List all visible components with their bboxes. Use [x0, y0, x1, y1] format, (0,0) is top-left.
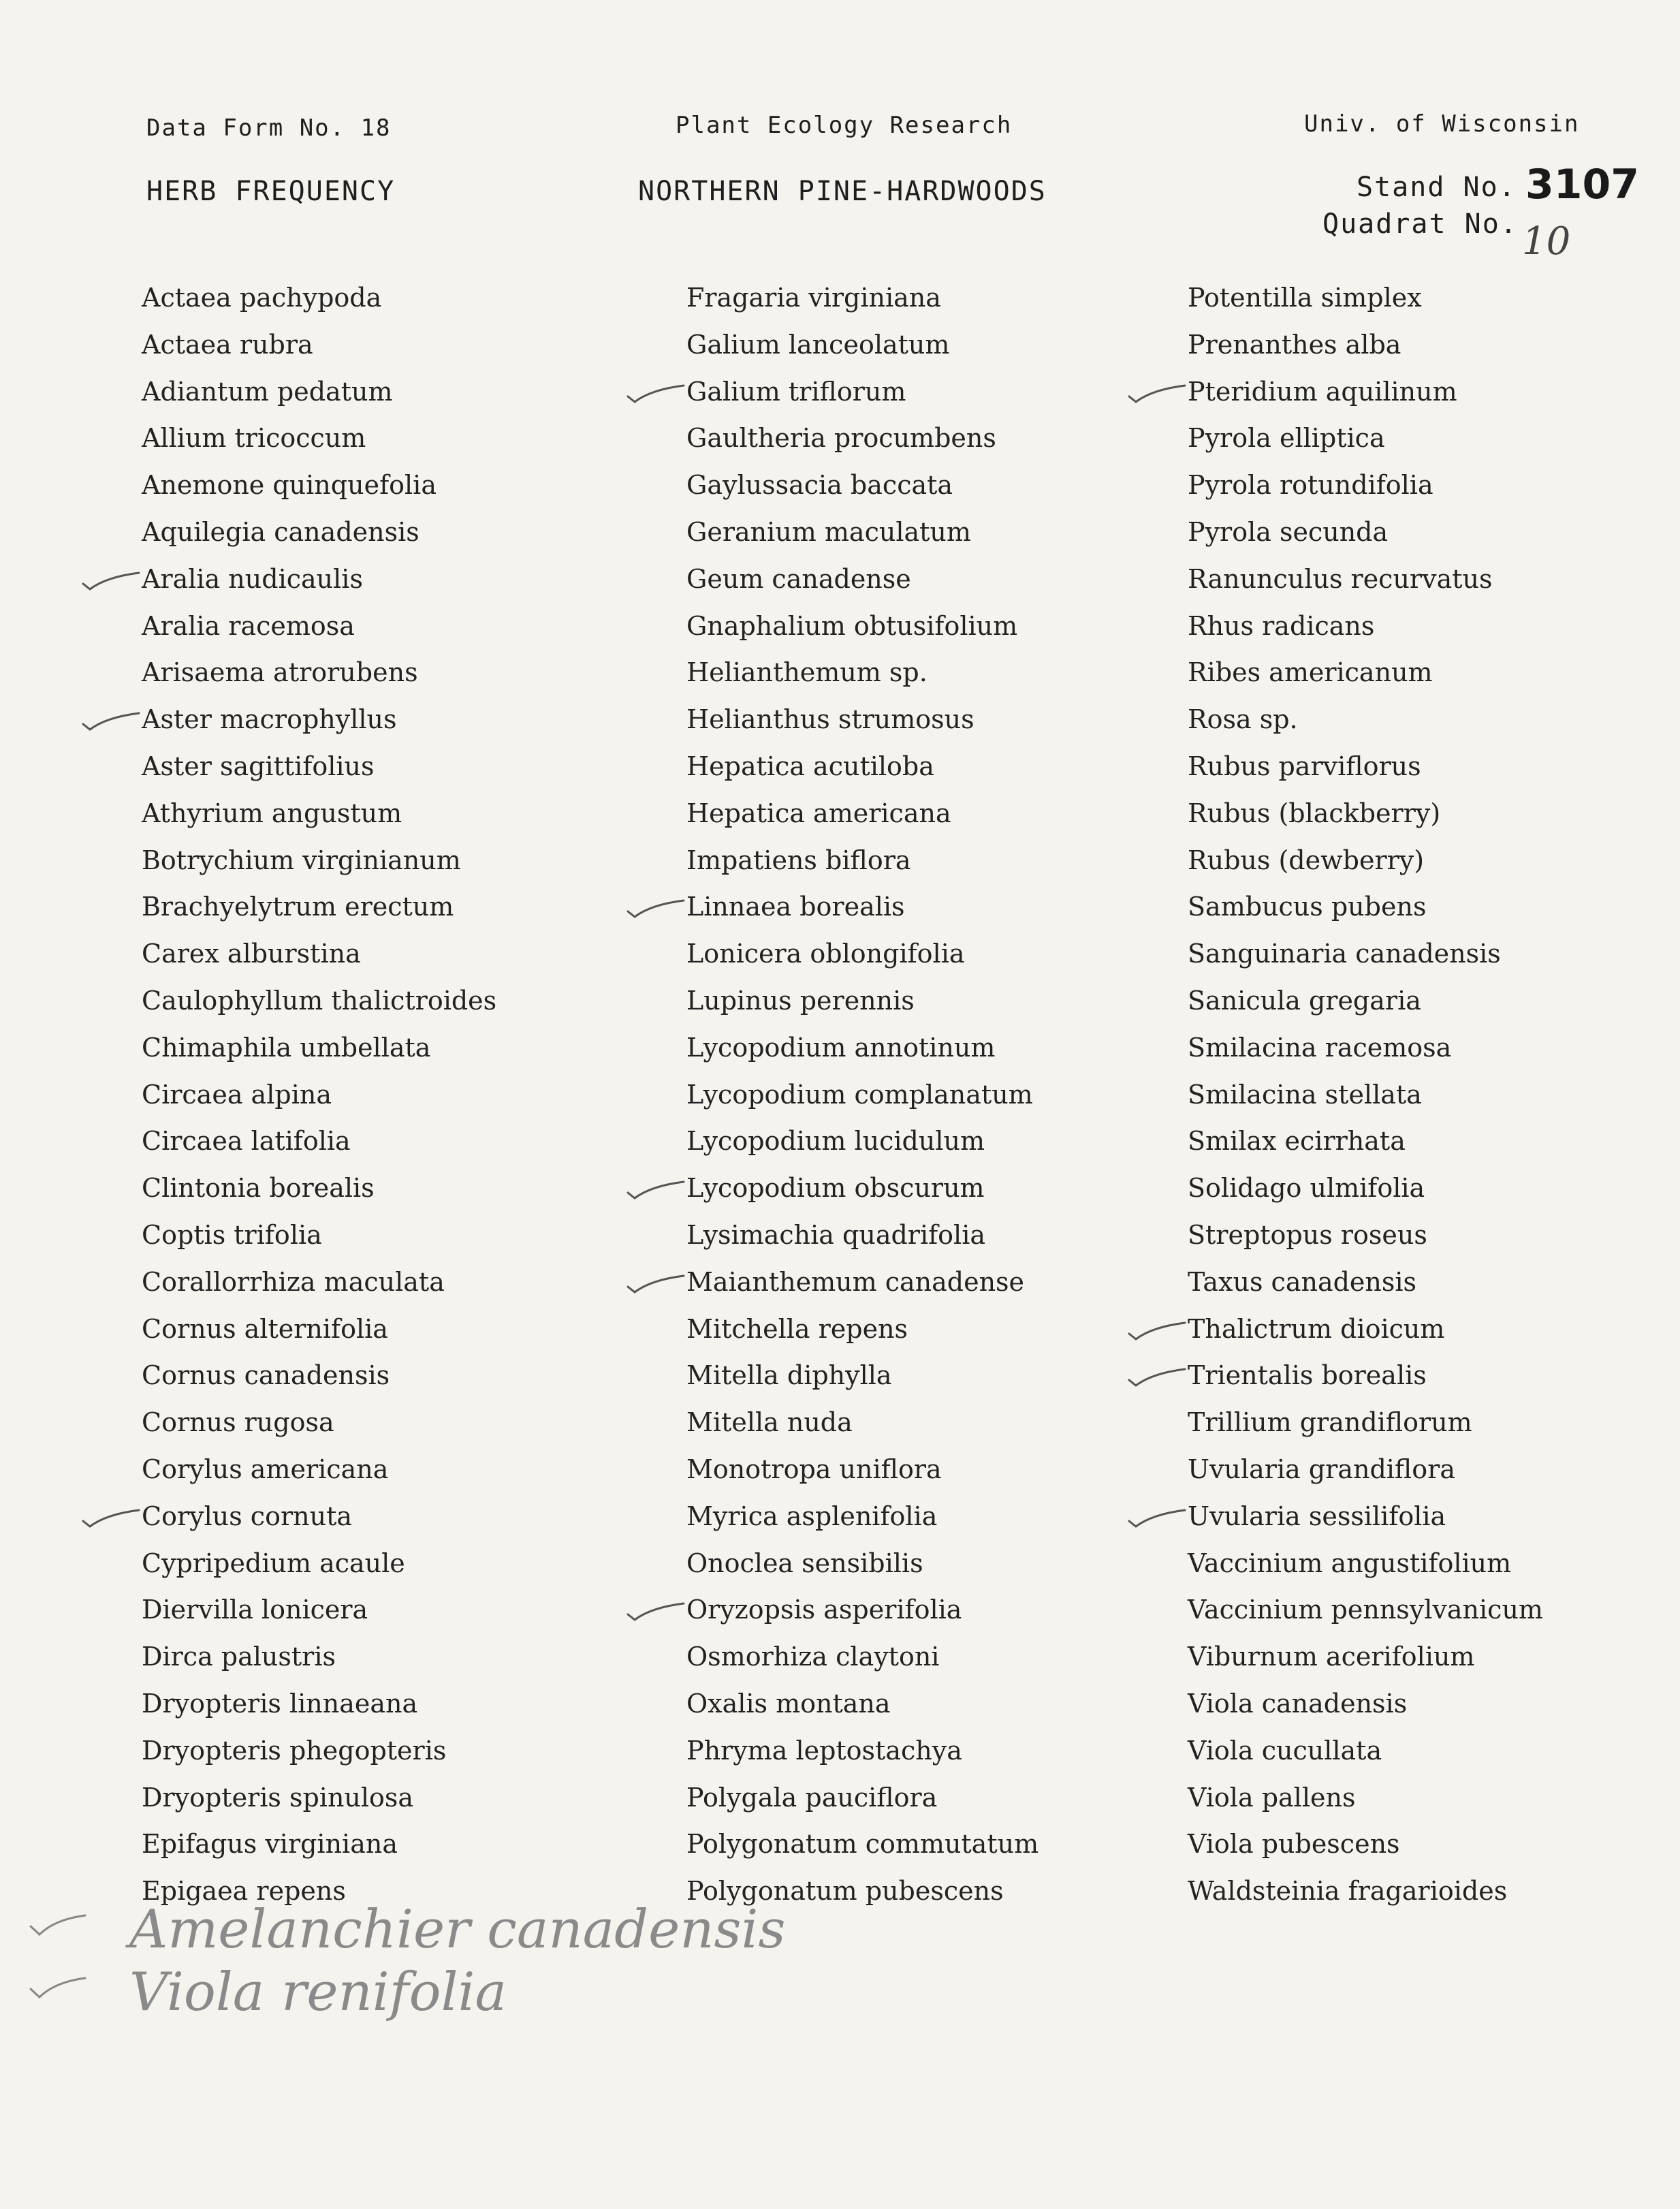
species-name: Dryopteris phegopteris: [142, 1735, 447, 1766]
species-row: [1188, 1078, 1543, 1125]
species-name: Linnaea borealis: [686, 892, 905, 922]
species-row: [1188, 1265, 1543, 1312]
species-row: [142, 984, 496, 1031]
stand-number-value: 3107: [1525, 161, 1639, 208]
species-row: [686, 1405, 1039, 1452]
species-name: Thalictrum dioicum: [1188, 1313, 1445, 1344]
species-row: [686, 749, 1039, 796]
species-name: Pyrola elliptica: [1188, 423, 1385, 454]
species-row: [142, 515, 496, 562]
species-row: [1188, 421, 1543, 468]
species-name: Taxus canadensis: [1188, 1266, 1417, 1297]
checkmark-icon: [79, 1505, 140, 1532]
species-row: [686, 421, 1039, 468]
species-name: Aster macrophyllus: [142, 704, 397, 735]
species-name: Allium tricoccum: [142, 423, 366, 454]
species-row: [142, 1687, 496, 1734]
species-row: [1188, 1031, 1543, 1078]
species-row: [1188, 328, 1543, 375]
form-number: Data Form No. 18: [146, 114, 392, 142]
species-name: Epigaea repens: [142, 1876, 346, 1907]
species-name: Mitella nuda: [686, 1407, 853, 1438]
species-name: Corylus cornuta: [142, 1501, 352, 1531]
species-name: Athyrium angustum: [142, 798, 402, 828]
species-row: [142, 702, 496, 749]
species-name: Monotropa uniflora: [686, 1454, 942, 1484]
species-name: Viola cucullata: [1188, 1735, 1382, 1766]
species-row: [142, 1078, 496, 1125]
species-name: Rubus parviflorus: [1188, 751, 1421, 781]
species-name: Lycopodium lucidulum: [686, 1126, 985, 1157]
species-name: Aralia racemosa: [142, 610, 355, 641]
species-row: [1188, 1593, 1543, 1640]
species-name: Smilax ecirrhata: [1188, 1126, 1406, 1157]
species-name: Aquilegia canadensis: [142, 516, 419, 547]
institution-name: Univ. of Wisconsin: [1304, 110, 1580, 138]
species-row: [686, 890, 1039, 937]
species-row: [686, 1452, 1039, 1499]
species-row: [1188, 1124, 1543, 1171]
species-name: Trientalis borealis: [1188, 1360, 1427, 1391]
species-row: [686, 609, 1039, 656]
species-row: [686, 1593, 1039, 1640]
species-name: Botrychium virginianum: [142, 845, 461, 875]
species-row: [142, 890, 496, 937]
species-row: [1188, 375, 1543, 422]
species-row: [1188, 1312, 1543, 1359]
species-row: [142, 1405, 496, 1452]
species-name: Vaccinium angustifolium: [1188, 1548, 1512, 1578]
species-row: [1188, 1781, 1543, 1828]
species-name: Cypripedium acaule: [142, 1548, 405, 1578]
species-name: Aralia nudicaulis: [142, 563, 363, 594]
species-row: [142, 1031, 496, 1078]
species-name: Actaea pachypoda: [142, 283, 382, 313]
species-row: [142, 1734, 496, 1781]
species-name: Polygonatum pubescens: [686, 1876, 1004, 1907]
species-row: [1188, 1171, 1543, 1218]
species-name: Circaea latifolia: [142, 1126, 351, 1157]
species-name: Lycopodium annotinum: [686, 1032, 996, 1063]
species-name: Dryopteris spinulosa: [142, 1782, 414, 1813]
species-name: Potentilla simplex: [1188, 283, 1422, 313]
species-name: Carex alburstina: [142, 939, 361, 969]
species-row: [686, 1640, 1039, 1687]
species-name: Arisaema atrorubens: [142, 657, 418, 688]
species-name: Mitella diphylla: [686, 1360, 892, 1391]
species-row: [1188, 281, 1543, 328]
species-row: [686, 1827, 1039, 1874]
species-row: [142, 1640, 496, 1687]
handwritten-addition: [27, 1962, 507, 2023]
species-name: Helianthemum sp.: [686, 657, 928, 688]
species-name: Diervilla lonicera: [142, 1595, 368, 1625]
species-column-3: [1188, 281, 1543, 1921]
species-name: Rhus radicans: [1188, 610, 1375, 641]
species-row: [1188, 937, 1543, 984]
species-row: [142, 655, 496, 702]
species-name: Prenanthes alba: [1188, 329, 1401, 360]
species-row: [1188, 1827, 1543, 1874]
species-name: Circaea alpina: [142, 1079, 332, 1110]
checkmark-icon: [624, 380, 685, 407]
species-row: [142, 562, 496, 609]
species-row: [1188, 749, 1543, 796]
species-name: Rosa sp.: [1188, 704, 1298, 735]
species-row: [686, 937, 1039, 984]
species-row: [1188, 1452, 1543, 1499]
species-row: [142, 609, 496, 656]
handwritten-addition: [27, 1899, 786, 1960]
species-name: Oryzopsis asperifolia: [686, 1595, 962, 1625]
species-row: [142, 1265, 496, 1312]
species-name: Brachyelytrum erectum: [142, 892, 454, 922]
species-name: Lonicera oblongifolia: [686, 939, 965, 969]
species-name: Lupinus perennis: [686, 985, 915, 1016]
species-row: [142, 1593, 496, 1640]
species-row: [686, 1312, 1039, 1359]
species-name: Corylus americana: [142, 1454, 389, 1484]
species-name: Clintonia borealis: [142, 1173, 375, 1204]
species-name: Cornus canadensis: [142, 1360, 390, 1391]
species-row: [1188, 702, 1543, 749]
species-name: Oxalis montana: [686, 1688, 891, 1719]
species-name: Pyrola secunda: [1188, 516, 1389, 547]
program-name: Plant Ecology Research: [676, 112, 1013, 139]
species-name: Galium lanceolatum: [686, 329, 950, 360]
species-row: [142, 421, 496, 468]
species-column-1: [142, 281, 496, 1921]
species-row: [142, 281, 496, 328]
species-name: Uvularia grandiflora: [1188, 1454, 1455, 1484]
quadrat-number-label: Quadrat No.: [1322, 208, 1518, 240]
species-row: [1188, 890, 1543, 937]
species-name: Phryma leptostachya: [686, 1735, 962, 1766]
species-name: Hepatica acutiloba: [686, 751, 934, 781]
species-name: Helianthus strumosus: [686, 704, 974, 735]
species-name: Ribes americanum: [1188, 657, 1433, 688]
species-row: [686, 1687, 1039, 1734]
species-name: Corallorrhiza maculata: [142, 1266, 445, 1297]
species-row: [686, 515, 1039, 562]
species-name: Geum canadense: [686, 563, 911, 594]
species-row: [1188, 1734, 1543, 1781]
species-name: Ranunculus recurvatus: [1188, 563, 1493, 594]
quadrat-number-value: 10: [1522, 219, 1571, 264]
species-row: [686, 1124, 1039, 1171]
species-row: [1188, 515, 1543, 562]
species-name: Caulophyllum thalictroides: [142, 985, 497, 1016]
species-name: Lycopodium obscurum: [686, 1173, 985, 1204]
species-name: Viola pubescens: [1188, 1829, 1400, 1860]
species-row: [1188, 1218, 1543, 1265]
species-row: [686, 562, 1039, 609]
species-row: [686, 1781, 1039, 1828]
species-name: Lysimachia quadrifolia: [686, 1219, 986, 1250]
species-row: [142, 1827, 496, 1874]
species-name: Gaultheria procumbens: [686, 423, 996, 454]
species-name: Sambucus pubens: [1188, 892, 1427, 922]
species-name: Trillium grandiflorum: [1188, 1407, 1472, 1438]
form-title: HERB FREQUENCY: [146, 176, 396, 207]
species-row: [1188, 1640, 1543, 1687]
species-row: [686, 984, 1039, 1031]
species-name: Rubus (blackberry): [1188, 798, 1441, 828]
community-title: NORTHERN PINE-HARDWOODS: [638, 176, 1047, 207]
species-name: Adiantum pedatum: [142, 376, 393, 407]
species-name: Uvularia sessilifolia: [1188, 1501, 1446, 1531]
checkmark-icon: [624, 895, 685, 922]
species-row: [686, 1546, 1039, 1593]
species-row: [686, 655, 1039, 702]
species-row: [686, 1171, 1039, 1218]
species-row: [142, 796, 496, 843]
species-row: [142, 1546, 496, 1593]
species-name: Dryopteris linnaeana: [142, 1688, 418, 1719]
species-name: Dirca palustris: [142, 1642, 336, 1672]
species-row: [142, 468, 496, 515]
checkmark-icon: [1125, 1364, 1186, 1391]
checkmark-icon: [1125, 380, 1186, 407]
species-name: Hepatica americana: [686, 798, 951, 828]
species-row: [142, 328, 496, 375]
species-name: Smilacina racemosa: [1188, 1032, 1452, 1063]
stand-number-label: Stand No.: [1357, 172, 1517, 203]
checkmark-icon: [79, 567, 140, 595]
checkmark-icon: [624, 1598, 685, 1625]
checkmark-icon: [79, 708, 140, 735]
species-name: Pyrola rotundifolia: [1188, 470, 1433, 501]
species-name: Onoclea sensibilis: [686, 1548, 923, 1578]
species-row: [686, 843, 1039, 890]
species-row: [1188, 796, 1543, 843]
species-row: [686, 1218, 1039, 1265]
species-row: [1188, 1687, 1543, 1734]
species-row: [686, 281, 1039, 328]
species-row: [1188, 468, 1543, 515]
species-name: Polygala pauciflora: [686, 1782, 938, 1813]
checkmark-icon: [1125, 1505, 1186, 1532]
species-name: Chimaphila umbellata: [142, 1032, 431, 1063]
species-column-2: [686, 281, 1039, 1921]
species-row: [142, 1781, 496, 1828]
species-name: Osmorhiza claytoni: [686, 1642, 940, 1672]
species-row: [686, 1265, 1039, 1312]
species-row: [686, 1358, 1039, 1405]
species-name: Viola canadensis: [1188, 1688, 1408, 1719]
species-name: Sanguinaria canadensis: [1188, 939, 1501, 969]
species-name: Maianthemum canadense: [686, 1266, 1025, 1297]
species-row: [1188, 1546, 1543, 1593]
species-name: Vaccinium pennsylvanicum: [1188, 1595, 1543, 1625]
species-name: Geranium maculatum: [686, 516, 971, 547]
species-row: [142, 1124, 496, 1171]
species-row: [142, 1358, 496, 1405]
species-name: Polygonatum commutatum: [686, 1829, 1039, 1860]
species-name: Pteridium aquilinum: [1188, 376, 1457, 407]
checkmark-icon: [27, 1974, 89, 2001]
species-row: [142, 749, 496, 796]
species-name: Coptis trifolia: [142, 1219, 322, 1250]
species-name: Epifagus virginiana: [142, 1829, 398, 1860]
species-row: [142, 843, 496, 890]
species-row: [686, 375, 1039, 422]
species-name: Actaea rubra: [142, 329, 313, 360]
species-name: Fragaria virginiana: [686, 283, 941, 313]
species-name: Anemone quinquefolia: [142, 470, 437, 501]
species-row: [686, 702, 1039, 749]
handwritten-species-name: Viola renifolia: [129, 1962, 507, 2023]
species-name: Lycopodium complanatum: [686, 1079, 1033, 1110]
species-row: [142, 937, 496, 984]
species-row: [686, 1031, 1039, 1078]
species-name: Aster sagittifolius: [142, 751, 375, 781]
species-row: [142, 1312, 496, 1359]
species-row: [686, 796, 1039, 843]
species-row: [1188, 1874, 1543, 1921]
species-row: [1188, 609, 1543, 656]
checkmark-icon: [624, 1270, 685, 1298]
species-row: [686, 328, 1039, 375]
species-row: [686, 1734, 1039, 1781]
species-row: [686, 468, 1039, 515]
checkmark-icon: [624, 1176, 685, 1204]
species-row: [1188, 655, 1543, 702]
species-row: [686, 1078, 1039, 1125]
species-name: Smilacina stellata: [1188, 1079, 1422, 1110]
species-name: Mitchella repens: [686, 1313, 908, 1344]
species-name: Impatiens biflora: [686, 845, 911, 875]
species-row: [1188, 843, 1543, 890]
species-name: Waldsteinia fragarioides: [1188, 1876, 1508, 1907]
species-name: Sanicula gregaria: [1188, 985, 1421, 1016]
species-row: [1188, 984, 1543, 1031]
species-name: Streptopus roseus: [1188, 1219, 1427, 1250]
species-row: [142, 1171, 496, 1218]
species-name: Gaylussacia baccata: [686, 470, 953, 501]
species-name: Galium triflorum: [686, 376, 906, 407]
species-name: Gnaphalium obtusifolium: [686, 610, 1018, 641]
species-row: [142, 1452, 496, 1499]
species-row: [1188, 562, 1543, 609]
handwritten-species-name: Amelanchier canadensis: [129, 1899, 786, 1960]
species-row: [142, 1218, 496, 1265]
species-name: Myrica asplenifolia: [686, 1501, 938, 1531]
species-name: Viburnum acerifolium: [1188, 1642, 1475, 1672]
species-row: [1188, 1499, 1543, 1546]
species-name: Solidago ulmifolia: [1188, 1173, 1425, 1204]
species-name: Cornus alternifolia: [142, 1313, 388, 1344]
species-name: Cornus rugosa: [142, 1407, 334, 1438]
species-row: [1188, 1358, 1543, 1405]
checkmark-icon: [1125, 1317, 1186, 1345]
species-row: [1188, 1405, 1543, 1452]
species-row: [686, 1499, 1039, 1546]
species-row: [142, 375, 496, 422]
species-name: Rubus (dewberry): [1188, 845, 1425, 875]
species-row: [142, 1499, 496, 1546]
species-name: Viola pallens: [1188, 1782, 1356, 1813]
checkmark-icon: [27, 1911, 89, 1939]
